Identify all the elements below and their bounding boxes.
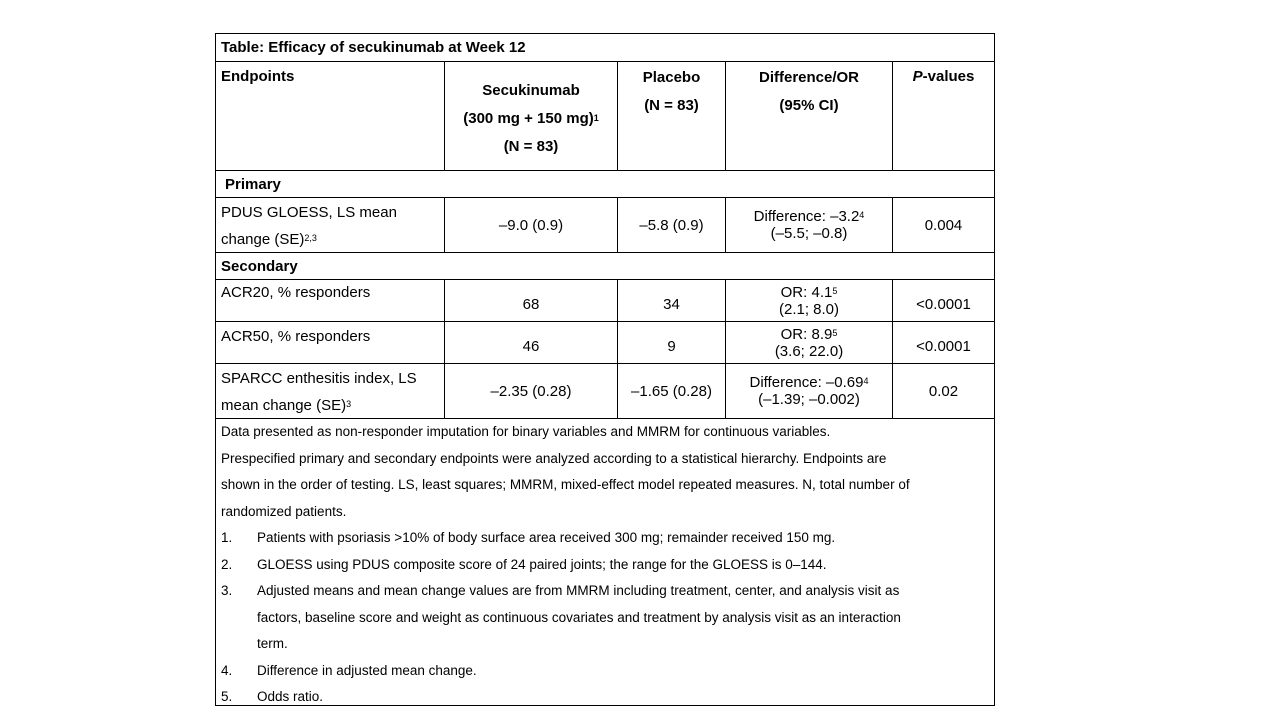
footnote-line: randomized patients. — [221, 503, 347, 519]
placebo-cell: –1.65 (0.28) — [618, 364, 726, 418]
difference-cell: Difference: $-3.2^4$ (–5.5; –0.8) — [726, 198, 893, 252]
secukinumab-cell: 46 — [445, 322, 618, 363]
pvalue-cell: 0.004 — [924, 216, 963, 234]
secukinumab-cell: –2.35 (0.28) — [445, 364, 618, 418]
table-row — [216, 198, 994, 253]
footnote-item: 2. GLOESS using PDUS composite score of 24 paired joints; the range for the GLOESS is 0–144. — [221, 556, 827, 572]
section-secondary-label: Secondary — [221, 258, 298, 275]
endpoint-cell: SPARCC enthesitis index, LS mean change (SE)$^3$ — [216, 364, 445, 418]
table-row — [216, 280, 994, 322]
table-row — [216, 364, 994, 419]
efficacy-table — [215, 33, 995, 706]
footnote-line: shown in the order of testing. LS, least squares; MMRM, mixed-effect model repeated measures. N, total number of — [221, 477, 910, 492]
pvalue-cell: 0.02 — [928, 382, 959, 400]
table-row — [216, 322, 994, 364]
header-endpoints: Endpoints — [216, 62, 445, 170]
endpoint-cell: ACR20, % responders — [216, 280, 445, 321]
pvalue-cell: <0.0001 — [916, 296, 971, 313]
placebo-cell: –5.8 (0.9) — [618, 198, 726, 252]
difference-cell: Difference: –0.69$^4$ (–1.39; –0.002) — [726, 364, 893, 418]
header-placebo: Placebo (N = 83) — [618, 62, 726, 170]
header-secukinumab: Secukinumab (300 mg + 150 mg)$^1$ (N = 83) — [445, 62, 618, 170]
header-pvalues: P-values — [912, 68, 975, 85]
table-title-row — [216, 34, 994, 62]
footnote-item: 4. Difference in adjusted mean change. — [221, 662, 477, 678]
table-footnotes — [216, 419, 994, 711]
footnote-item: 1. Patients with psoriasis >10% of body surface area received 300 mg; remainder received 150 mg. — [221, 530, 836, 545]
placebo-cell: 34 — [618, 280, 726, 321]
difference-cell: OR: $8.9^5$ (3.6; 22.0) — [726, 322, 893, 363]
section-secondary-row — [216, 253, 994, 280]
secukinumab-cell: –9.0 (0.9) — [445, 198, 618, 252]
placebo-cell: 9 — [618, 322, 726, 363]
secukinumab-cell: 68 — [445, 280, 618, 321]
endpoint-cell: ACR50, % responders — [216, 322, 445, 363]
footnote-item: 3. Adjusted means and mean change values are from MMRM including treatment, center, and analysis visit as factors, baseline score and weight as continuous covariates and treatment by analysis visit as an interaction term. — [221, 583, 901, 651]
difference-cell: OR: $4.1^5$ (2.1; 8.0) — [726, 280, 893, 321]
section-primary-row — [216, 171, 994, 198]
pvalue-cell: <0.0001 — [916, 338, 971, 355]
endpoint-cell: PDUS GLOESS, LS mean change (SE)$^{2,3}$ — [216, 198, 445, 252]
header-difference: Difference/OR (95% CI) — [726, 62, 893, 170]
footnote-line: Data presented as non-responder imputation for binary variables and MMRM for continuous variables. — [221, 424, 831, 439]
footnote-item: 5. Odds ratio. — [221, 689, 324, 704]
footnote-line: Prespecified primary and secondary endpoints were analyzed according to a statistical hierarchy. Endpoints are — [221, 450, 887, 466]
section-primary-label: Primary — [225, 176, 281, 193]
table-title: Table: Efficacy of secukinumab at Week 12 — [221, 39, 526, 56]
header-row — [216, 62, 994, 171]
